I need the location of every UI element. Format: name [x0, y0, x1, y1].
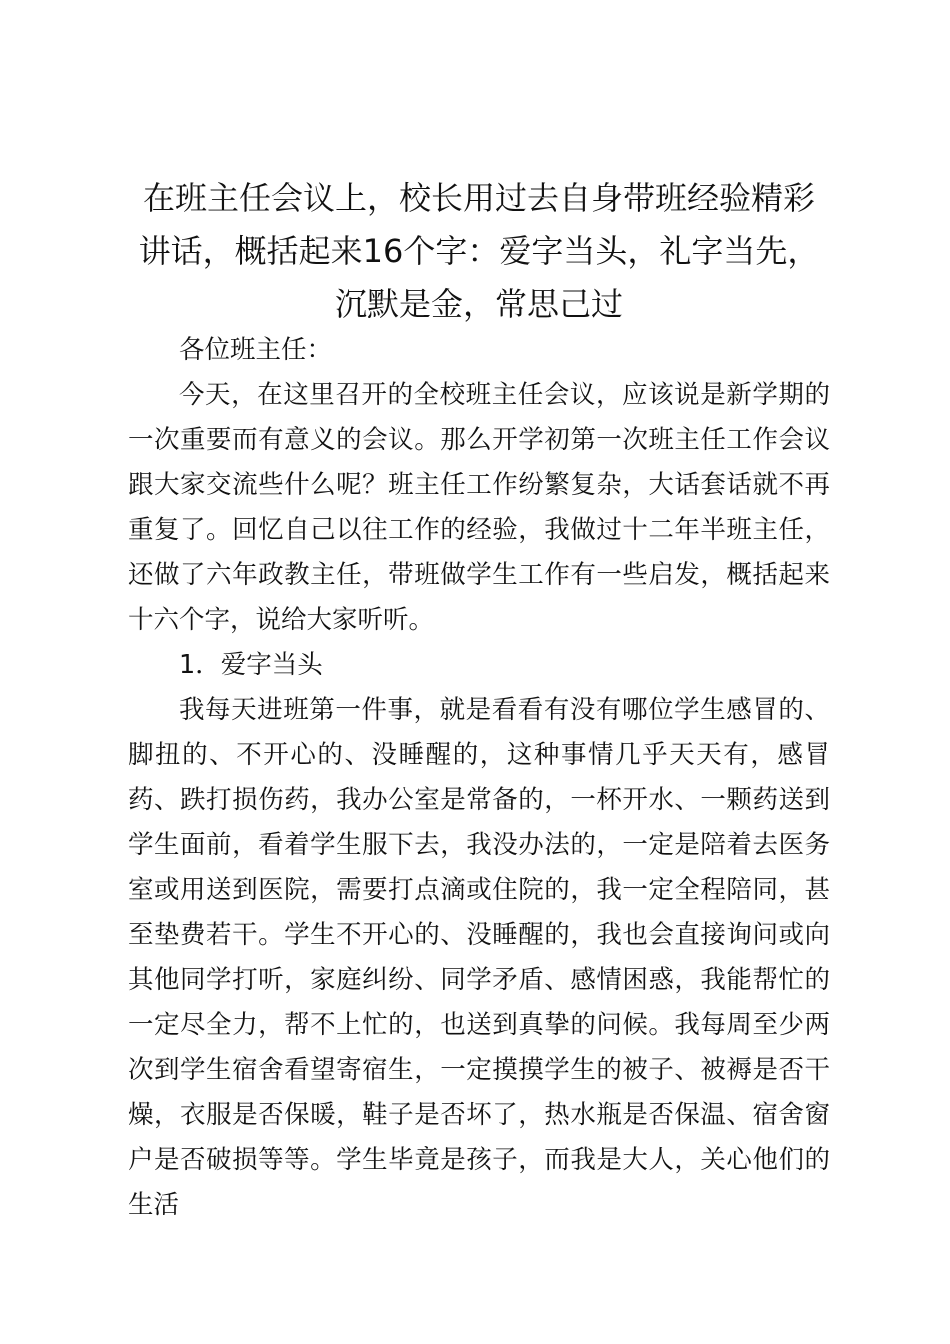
paragraph-intro: 今天，在这里召开的全校班主任会议，应该说是新学期的一次重要而有意义的会议。那么开学初第一次班主任工作会议跟大家交流些什么呢？班主任工作纷繁复杂，大话套话就不再重复了。回忆自己以往工作的经验，我做过十二年半班主任，还做了六年政教主任，带班做学生工作有一些启发，概括起来十六个字，说给大家听听。: [128, 380, 830, 635]
section-heading: 1．爱字当头: [179, 650, 323, 680]
document-page: [128, 172, 830, 1228]
document-title: 在班主任会议上，校长用过去自身带班经验精彩讲话，概括起来16个字：爱字当头，礼字当先，沉默是金，常思己过: [138, 179, 820, 323]
paragraph-section-1: 我每天进班第一件事，就是看看有没有哪位学生感冒的、脚扭的、不开心的、没睡醒的，这种事情几乎天天有，感冒药、跌打损伤药，我办公室是常备的，一杯开水、一颗药送到学生面前，看着学生服下去，我没办法的，一定是陪着去医务室或用送到医院，需要打点滴或住院的，我一定全程陪同，甚至垫费若干。学生不开心的、没睡醒的，我也会直接询问或向其他同学打听，家庭纠纷、同学矛盾、感情困惑，我能帮忙的一定尽全力，帮不上忙的，也送到真挚的问候。我每周至少两次到学生宿舍看望寄宿生，一定摸摸学生的被子、被褥是否干燥，衣服是否保暖，鞋子是否坏了，热水瓶是否保温、宿舍窗户是否破损等等。学生毕竟是孩子，而我是大人，关心他们的生活: [128, 695, 830, 1220]
greeting: 各位班主任：: [179, 335, 333, 365]
